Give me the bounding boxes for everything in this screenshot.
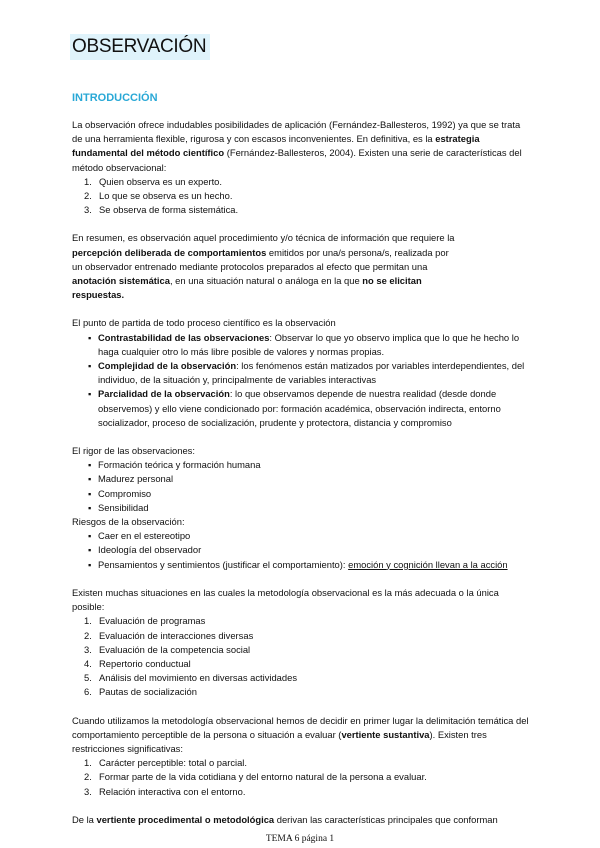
characteristics-list (72, 175, 530, 218)
list-item: 5. Análisis del movimiento en diversas actividades (84, 672, 298, 684)
restrictions-list (72, 756, 530, 799)
risks-intro: Riesgos de la observación: (72, 516, 185, 528)
list-item: ▪ Formación teórica y formación humana (88, 459, 261, 471)
list-item: ▪ Contrastabilidad de las observaciones: Observar lo que yo observo implica que lo que he hecho lo haga cualquier otro lo más libre posible de valores y normas propias. (88, 331, 520, 357)
situations-intro: Existen muchas situaciones en las cuales la metodología observacional es la más adecuada o la única posible: (72, 586, 499, 613)
list-item: ▪ Ideología del observador (88, 544, 202, 556)
situations-list (72, 614, 530, 699)
intro-paragraph: La observación ofrece indudables posibilidades de aplicación (Fernández-Ballesteros, 1992) ya que se trata de una herramienta flexible, rigurosa y con escasos inconvenientes. En definitiva, es la estrategia fundamental del método científico (Fernández-Ballesteros, 2004). Existen una serie de características del método observacional: (72, 119, 522, 173)
summary-paragraph: En resumen, es observación aquel procedimiento y/o técnica de información que requiere la percepción deliberada de comportamientos emitidos por una/s persona/s, realizada por un observador entrenado mediante protocolos preparados al efecto que permitan una anotación sistemática, en una situación natural o análoga en la que no se elicitan respuestas. (72, 232, 455, 301)
risks-list (72, 529, 530, 572)
list-item: ▪ Pensamientos y sentimientos (justificar el comportamiento): emoción y cognición llevan a la acción (88, 558, 508, 570)
list-item: ▪ Caer en el estereotipo (88, 530, 191, 542)
page-footer: TEMA 6 página 1 (265, 834, 335, 844)
list-item: ▪ Compromiso (88, 487, 152, 499)
document-body (72, 118, 530, 827)
starting-point-list (72, 331, 530, 430)
rigor-intro: El rigor de las observaciones: (72, 445, 195, 457)
list-item: 1. Carácter perceptible: total o parcial. (84, 757, 247, 769)
methodology-paragraph: Cuando utilizamos la metodología observacional hemos de decidir en primer lugar la delimitación temática del comportamiento perceptible de la persona o situación a evaluar (vertiente sustantiva). Existen tres restricciones significativas: (72, 714, 529, 754)
list-item: 3. Relación interactiva con el entorno. (84, 785, 246, 797)
list-item: 1. Evaluación de programas (84, 615, 206, 627)
starting-point-intro: El punto de partida de todo proceso científico es la observación (72, 317, 336, 329)
page-title: OBSERVACIÓN (70, 34, 210, 60)
list-item: ▪ Parcialidad de la observación: lo que observamos depende de nuestra realidad (desde donde observemos) y ello viene condicionado por: formación académica, observación indirecta, entorno socializador, proceso de socialización, prudente y protectora, distancia y compromiso (88, 388, 501, 428)
list-item: 1. Quien observa es un experto. (84, 175, 222, 187)
list-item: 4. Repertorio conductual (84, 657, 191, 669)
list-item: ▪ Madurez personal (88, 473, 174, 485)
list-item: ▪ Sensibilidad (88, 501, 149, 513)
list-item: 6. Pautas de socialización (84, 686, 197, 698)
list-item: 3. Evaluación de la competencia social (84, 643, 251, 655)
list-item: 2. Evaluación de interacciones diversas (84, 629, 254, 641)
list-item: ▪ Complejidad de la observación: los fenómenos están matizados por variables interdependientes, del individuo, de la situación y, principalmente de variables interactivas (88, 360, 525, 386)
list-item: 2. Formar parte de la vida cotidiana y del entorno natural de la persona a evaluar. (84, 771, 427, 783)
list-item: 2. Lo que se observa es un hecho. (84, 190, 233, 202)
list-item: 3. Se observa de forma sistemática. (84, 204, 239, 216)
rigor-list (72, 458, 530, 515)
section-heading: INTRODUCCIÓN (72, 92, 158, 104)
final-paragraph: De la vertiente procedimental o metodológica derivan las características principales que conforman (72, 813, 498, 825)
